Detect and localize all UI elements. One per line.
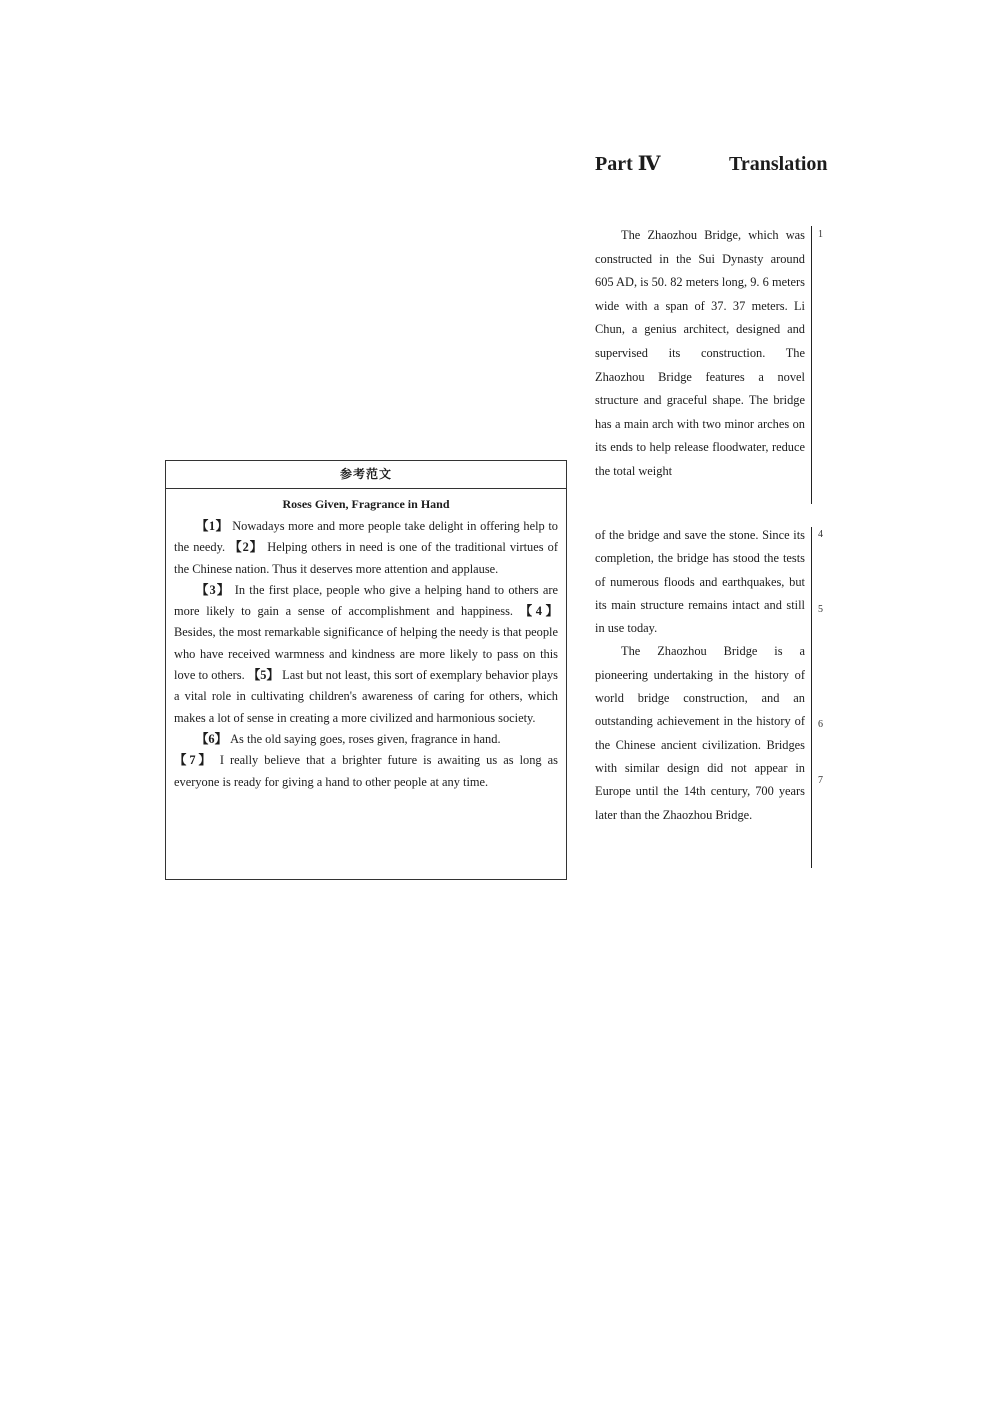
essay-paragraph-2 <box>174 580 558 729</box>
sentence-text: Helping others in need is one of the traditional virtues of the Chinese nation. Thus it deserves more attention and applause. <box>174 540 558 576</box>
margin-number: 4 <box>818 529 823 540</box>
section-title: Translation <box>729 153 828 175</box>
sentence-text: In the first place, people who give a helping hand to others are more likely to gain a sense of accomplishment and happiness. <box>174 582 558 619</box>
sentence-marker: 【5】 <box>247 668 279 683</box>
sentence-text: I really believe that a brighter future is awaiting us as long as everyone is ready for giving a hand to other people at any time. <box>174 753 558 789</box>
sentence-marker: 【2】 <box>229 540 264 555</box>
sentence-marker: 【4】 <box>519 604 559 619</box>
translation-column-top <box>595 224 805 484</box>
part-label: Part Ⅳ <box>595 153 661 175</box>
column-divider <box>811 527 812 868</box>
essay-title: Roses Given, Fragrance in Hand <box>282 497 450 511</box>
sentence-text: Last but not least, this sort of exemplary behavior plays a vital role in cultivating children's awareness of caring for others, which makes a lot of sense in creating a more civilized and harmonious society. <box>174 668 558 725</box>
translation-column-bottom <box>595 524 805 827</box>
translation-paragraph: of the bridge and save the stone. Since its completion, the bridge has stood the tests of numerous floods and earthquakes, but its main structure remains intact and still in use today. <box>595 528 805 636</box>
sentence-marker: 【7】 <box>174 753 214 768</box>
sentence-text: Nowadays more and more people take delight in offering help to the needy. <box>174 519 558 555</box>
essay-header: 参考范文 <box>166 461 566 489</box>
essay-paragraph-4 <box>174 750 558 793</box>
essay-body <box>166 489 566 793</box>
sample-essay-box <box>165 460 567 880</box>
sentence-text: As the old saying goes, roses given, fragrance in hand. <box>226 731 501 746</box>
sentence-text: Besides, the most remarkable significance of helping the needy is that people who have received warmness and kindness are more likely to pass on this love to others. <box>174 625 558 683</box>
part-heading <box>595 150 828 178</box>
sentence-marker: 【6】 <box>196 731 227 746</box>
margin-number: 1 <box>818 229 823 240</box>
essay-paragraph-1 <box>174 516 558 580</box>
sentence-marker: 【3】 <box>196 582 231 597</box>
margin-number: 6 <box>818 719 823 730</box>
sentence-marker: 【1】 <box>196 519 229 533</box>
column-divider <box>811 226 812 504</box>
translation-paragraph: The Zhaozhou Bridge, which was constructed in the Sui Dynasty around 605 AD, is 50. 82 meters long, 9. 6 meters wide with a span of 37. 37 meters. Li Chun, a genius architect, designed and supervised its construction. The Zhaozhou Bridge features a novel structure and graceful shape. The bridge has a main arch with two minor arches on its ends to help release floodwater, reduce the total weight <box>595 228 805 478</box>
margin-number: 5 <box>818 604 823 615</box>
translation-paragraph: The Zhaozhou Bridge is a pioneering undertaking in the history of world bridge construction, and an outstanding achievement in the history of the Chinese ancient civilization. Bridges with similar design did not appear in Europe until the 14th century, 700 years later than the Zhaozhou Bridge. <box>595 644 805 822</box>
essay-paragraph-3 <box>174 729 558 750</box>
margin-number: 7 <box>818 775 823 786</box>
